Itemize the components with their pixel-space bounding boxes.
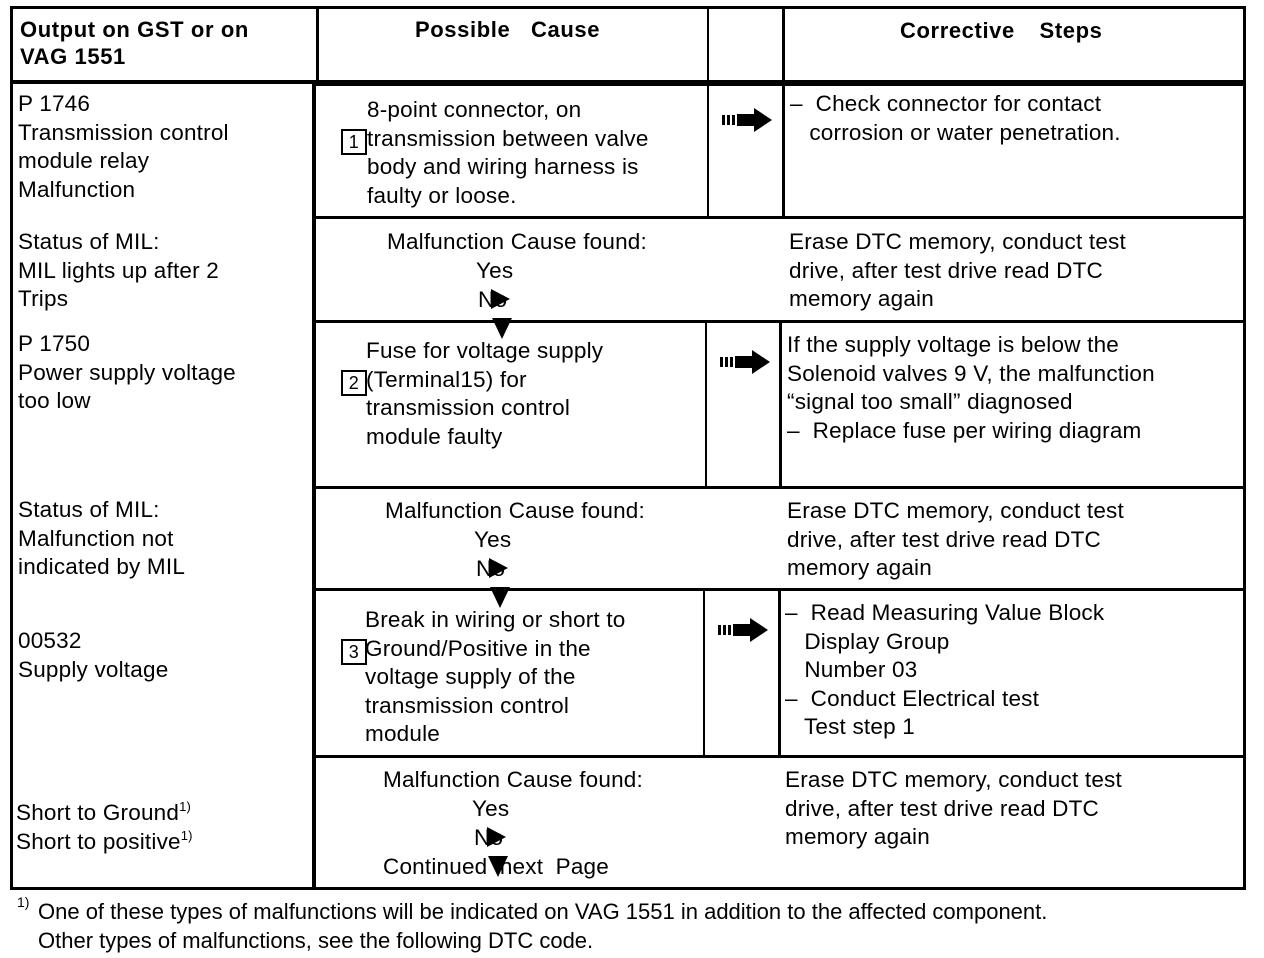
no-label: No [474,825,504,850]
found-label-1: Malfunction Cause found: [387,229,647,254]
dtc-p1746: P 1746 Transmission control module relay Malfunction [18,91,229,202]
step-number-box: 2 [341,370,367,396]
yes-label: Yes [472,796,510,821]
arrow-right-icon [720,350,772,374]
cause-1-text: 8-point connector, on transmission between valve body and wiring harness is faulty or loose. [367,97,649,208]
erase-3: Erase DTC memory, conduct test drive, after test drive read DTC memory again [785,767,1122,850]
header-corrective-steps: Corrective Steps [900,18,1103,43]
footnote-marker: 1) [17,894,30,910]
erase-1: Erase DTC memory, conduct test drive, after test drive read DTC memory again [789,229,1126,312]
arrow-right-icon [722,108,774,132]
row3-divider-a [703,588,705,758]
short-to-positive-label: Short to positive [16,829,181,854]
short-to-positive [16,822,193,857]
header-output: Output on GST or on VAG 1551 [20,17,249,69]
continued-next-page: Continued next Page [383,854,609,879]
triangle-down-icon [491,316,513,340]
steps-3: – Read Measuring Value Block Display Group Number 03 – Conduct Electrical test Test step 1 [785,600,1105,740]
no-1 [478,286,513,343]
footnote-mark: 1) [180,828,193,843]
row1-divider-b [782,84,785,218]
header-col-divider-1 [316,6,319,82]
footnote-text: One of these types of malfunctions will be indicated on VAG 1551 in addition to the affected component. Other types of malfunctions, see the following DTC code. [38,899,1048,953]
yes-label: Yes [474,527,512,552]
erase-2: Erase DTC memory, conduct test drive, after test drive read DTC memory again [787,498,1124,581]
yes-label: Yes [476,258,514,283]
row2-bottom [316,486,1246,489]
header-col-divider-3 [782,6,785,82]
cause-2-text: Fuse for voltage supply (Terminal15) for transmission control module faulty [366,338,604,449]
dtc-00532: 00532 Supply voltage [18,628,169,682]
step-number-box: 1 [341,129,367,155]
found2-bottom [316,588,1246,591]
steps-2: If the supply voltage is below the Solenoid valves 9 V, the malfunction “signal too small” diagnosed – Replace fuse per wiring diagram [787,332,1155,443]
triangle-down-icon [489,585,511,609]
row1-bottom [316,216,1246,219]
header-col-divider-2 [707,6,709,82]
no-2 [476,555,511,612]
arrow-right-icon [718,618,770,642]
short-to-ground-label: Short to Ground [16,800,180,825]
row1-top [316,84,1246,86]
row1-divider-a [707,84,709,218]
row3-divider-b [778,588,781,758]
table-border-bottom [10,887,1246,890]
no-label: No [478,287,508,312]
dtc-p1750: P 1750 Power supply voltage too low [18,331,236,414]
found-label-3: Malfunction Cause found: [383,767,643,792]
row3-bottom [316,755,1246,758]
mil-status-1: Status of MIL: MIL lights up after 2 Trips [18,229,219,312]
table-border-top [10,6,1246,9]
no-label: No [476,556,506,581]
left-column-divider [312,80,316,890]
header-possible-cause: Possible Cause [415,17,601,42]
found-label-2: Malfunction Cause found: [385,498,645,523]
cause-3-text: Break in wiring or short to Ground/Positive in the voltage supply of the transmission control module [365,607,626,747]
mil-status-2: Status of MIL: Malfunction not indicated by MIL [18,497,186,580]
footnote-mark: 1) [179,799,192,814]
table-border-left [10,6,13,890]
step-number-box: 3 [341,639,367,665]
row2-divider-a [705,320,707,488]
row2-divider-b [779,320,782,488]
steps-1: – Check connector for contact corrosion or water penetration. [790,91,1121,145]
